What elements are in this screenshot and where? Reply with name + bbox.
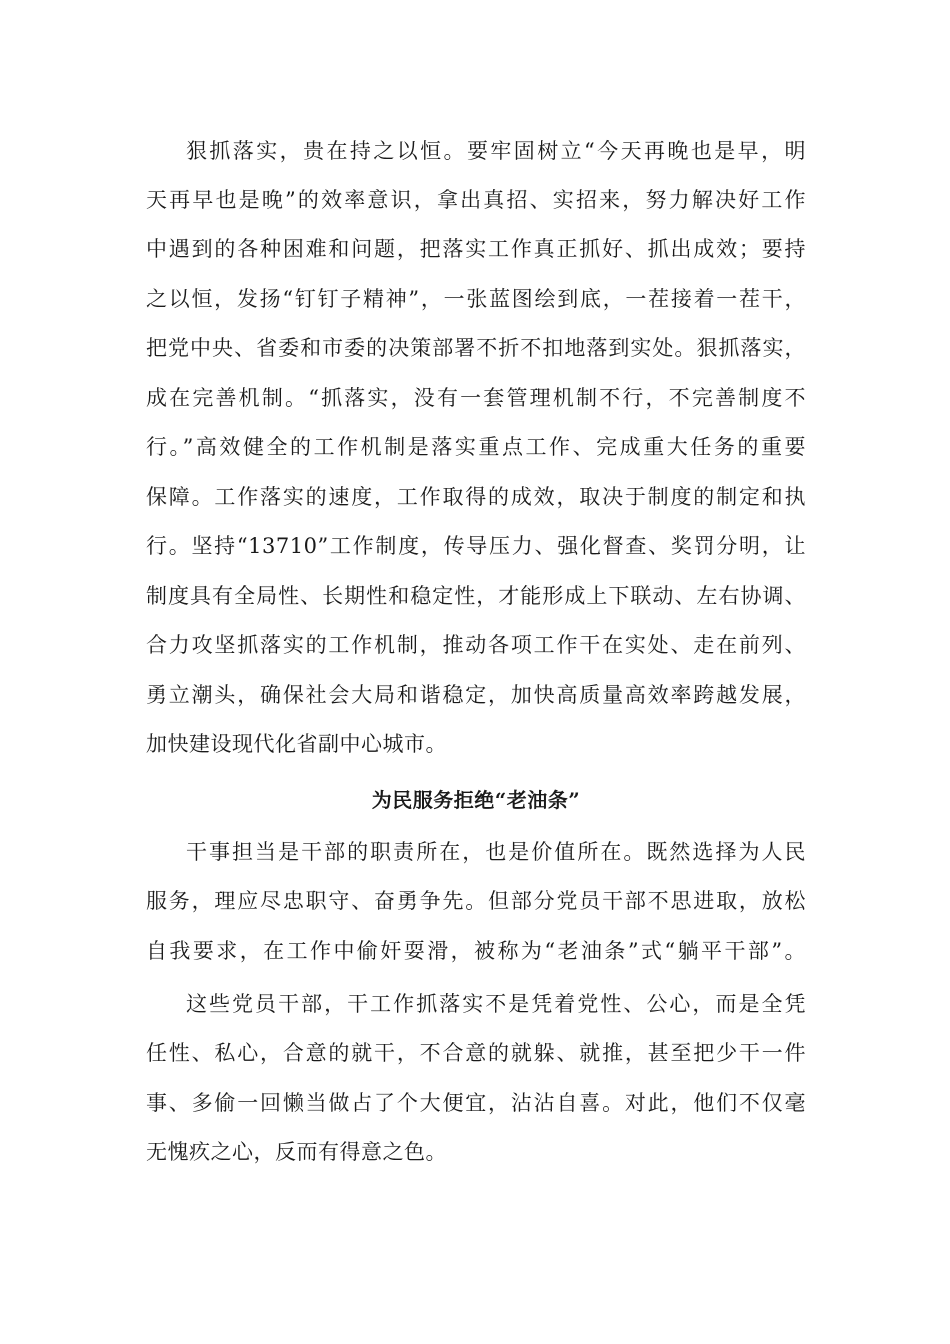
paragraph-line: 任性、私心，合意的就干，不合意的就躲、就推，甚至把少干一件 [146,1041,806,1065]
paragraph-line: 勇立潮头，确保社会大局和谐稳定，加快高质量高效率跨越发展， [146,683,806,707]
paragraph-line: 天再早也是晚”的效率意识，拿出真招、实招来，努力解决好工作 [146,188,806,212]
paragraph-line: 狠抓落实，贵在持之以恒。要牢固树立“今天再晚也是早，明 [186,139,806,163]
paragraph-line: 自我要求，在工作中偷奸耍滑，被称为“老油条”式“躺平干部”。 [146,939,806,963]
paragraph-line: 事、多偷一回懒当做占了个大便宜，沾沾自喜。对此，他们不仅毫 [146,1091,806,1115]
paragraph-line: 这些党员干部，干工作抓落实不是凭着党性、公心，而是全凭 [186,992,806,1016]
paragraph-line: 行。坚持“13710”工作制度，传导压力、强化督查、奖罚分明，让 [146,534,806,558]
section-heading: 为民服务拒绝“老油条” [371,788,581,812]
paragraph-line: 干事担当是干部的职责所在，也是价值所在。既然选择为人民 [186,840,806,864]
paragraph-line: 成在完善机制。“抓落实，没有一套管理机制不行，不完善制度不 [146,386,806,410]
paragraph-line: 之以恒，发扬“钉钉子精神”，一张蓝图绘到底，一茬接着一茬干， [146,287,806,311]
paragraph-line: 把党中央、省委和市委的决策部署不折不扣地落到实处。狠抓落实， [146,336,806,360]
paragraph-line: 无愧疚之心，反而有得意之色。 [146,1140,447,1164]
paragraph-line: 中遇到的各种困难和问题，把落实工作真正抓好、抓出成效；要持 [146,237,806,261]
paragraph-line: 服务，理应尽忠职守、奋勇争先。但部分党员干部不思进取，放松 [146,889,806,913]
paragraph-line: 合力攻坚抓落实的工作机制，推动各项工作干在实处、走在前列、 [146,633,806,657]
paragraph-line: 行。”高效健全的工作机制是落实重点工作、完成重大任务的重要 [146,435,806,459]
paragraph-line: 保障。工作落实的速度，工作取得的成效，取决于制度的制定和执 [146,485,806,509]
paragraph-line: 加快建设现代化省副中心城市。 [146,732,447,756]
paragraph-line: 制度具有全局性、长期性和稳定性，才能形成上下联动、左右协调、 [146,584,806,608]
